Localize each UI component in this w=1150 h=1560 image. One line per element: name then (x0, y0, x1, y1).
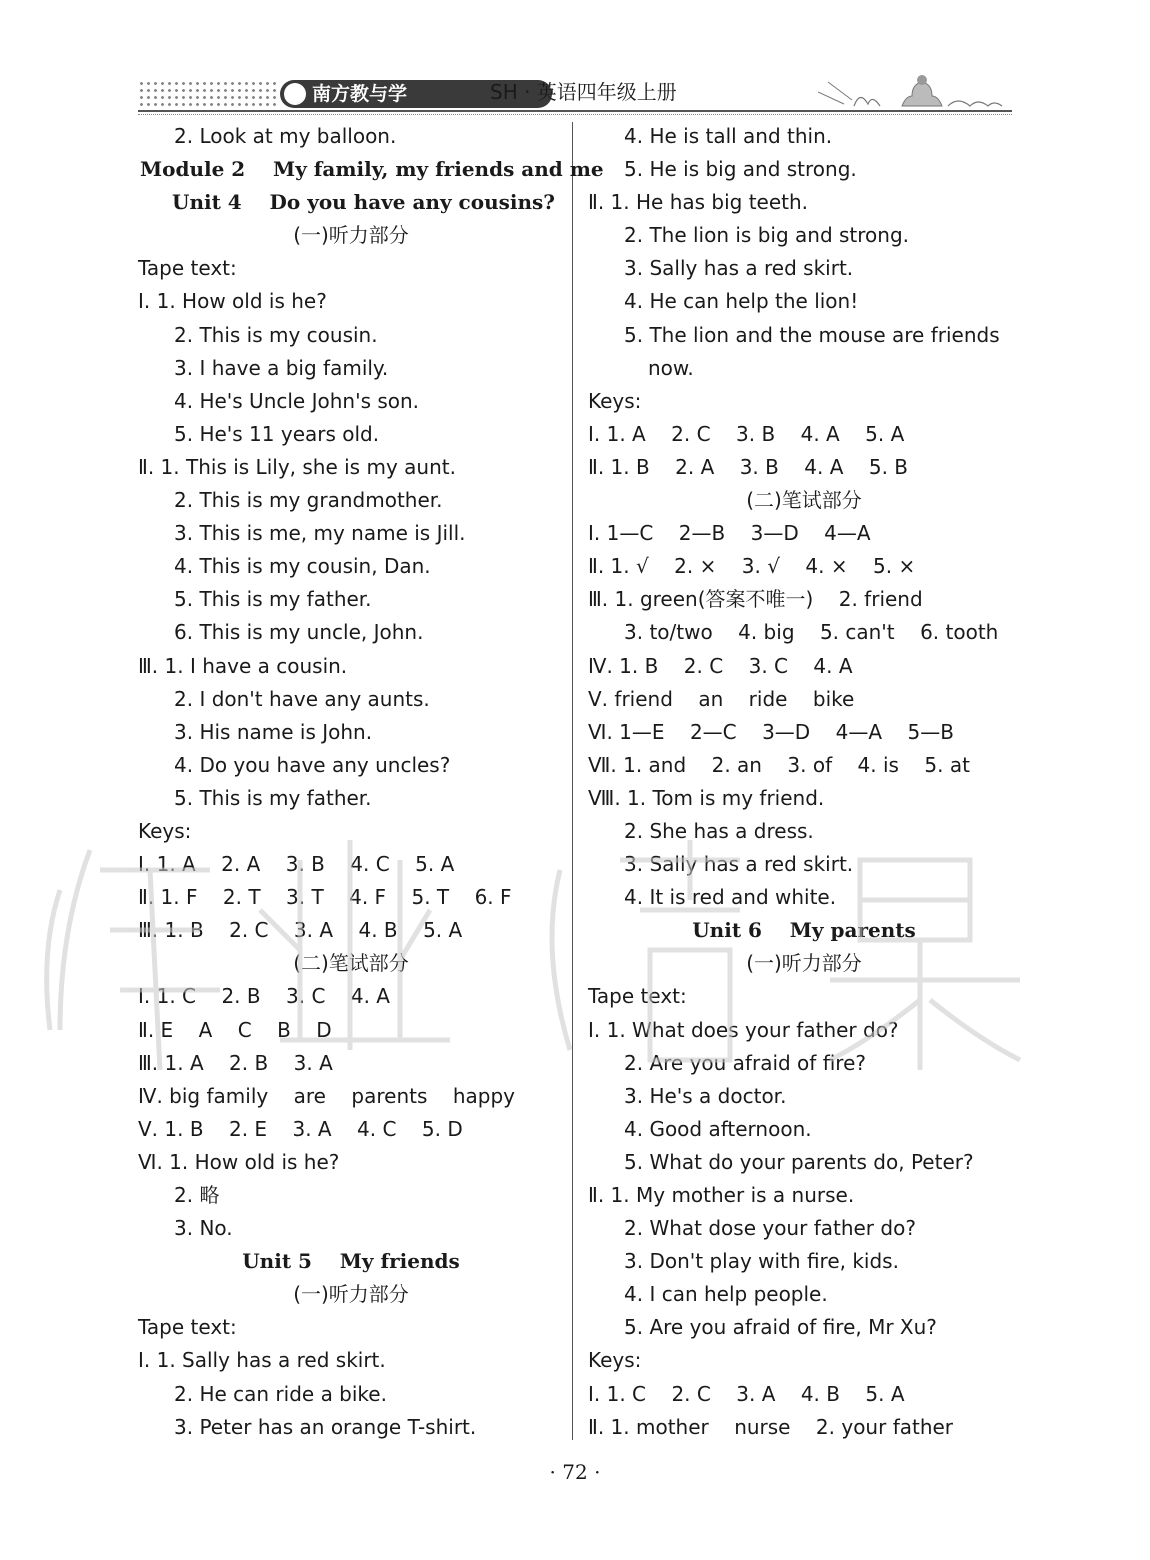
right-column-line (588, 749, 1020, 782)
line-text: Ⅱ. E A C B D (138, 1017, 332, 1042)
line-text: 3. Don't play with fire, kids. (624, 1249, 899, 1274)
right-column-line (588, 120, 1020, 153)
line-text: Ⅰ. 1—C 2—B 3—D 4—A (588, 521, 871, 546)
header-rule (138, 110, 1012, 112)
left-column-line (138, 1179, 564, 1212)
line-text: 3. Sally has a red skirt. (624, 852, 854, 877)
left-column-line (138, 616, 564, 649)
left-column-line (138, 451, 564, 484)
line-text: Ⅰ. 1. C 2. C 3. A 4. B 5. A (588, 1381, 905, 1406)
book-title: SH · 英语四年级上册 (490, 80, 677, 104)
line-text: Ⅰ. 1. A 2. C 3. B 4. A 5. A (588, 421, 905, 446)
right-column-line (588, 550, 1020, 583)
line-text: Ⅱ. 1. B 2. A 3. B 4. A 5. B (588, 454, 908, 479)
line-text: Ⅵ. 1—E 2—C 3—D 4—A 5—B (588, 719, 954, 744)
right-column-line (588, 153, 1020, 186)
line-text: 4. Good afternoon. (624, 1116, 812, 1141)
left-column-line (138, 980, 564, 1013)
line-text: Ⅱ. 1. He has big teeth. (588, 190, 809, 215)
line-text: Ⅲ. 1. I have a cousin. (138, 653, 348, 678)
line-text: 4. He can help the lion! (624, 289, 859, 314)
line-text: 2. She has a dress. (624, 818, 814, 843)
line-text: 4. Do you have any uncles? (174, 752, 451, 777)
left-column-line (138, 484, 564, 517)
line-text: Keys: (588, 388, 642, 413)
line-text: 4. He's Uncle John's son. (174, 388, 420, 413)
right-column-line (588, 1014, 1020, 1047)
line-text: Ⅰ. 1. A 2. A 3. B 4. C 5. A (138, 852, 455, 877)
line-text: 5. He's 11 years old. (174, 421, 380, 446)
line-text: 4. I can help people. (624, 1282, 828, 1307)
right-column-line (588, 1278, 1020, 1311)
line-text: 2. 略 (174, 1183, 220, 1207)
line-text: 3. He's a doctor. (624, 1083, 787, 1108)
left-column-line (138, 1411, 564, 1444)
left-column-line (138, 683, 564, 716)
line-text: Ⅲ. 1. B 2. C 3. A 4. B 5. A (138, 918, 463, 943)
left-column-line (138, 914, 564, 947)
line-text: (一)听力部分 (746, 951, 862, 976)
line-text: 3. Sally has a red skirt. (624, 256, 854, 281)
line-text: 2. What dose your father do? (624, 1216, 916, 1241)
left-column-line (138, 153, 604, 186)
page-header (138, 70, 1012, 116)
right-column-line (588, 1047, 1020, 1080)
right-column-line (588, 1245, 1020, 1278)
right-column-line (588, 1113, 1020, 1146)
left-column-line (138, 749, 564, 782)
right-column-line (588, 683, 1020, 716)
line-text: Ⅱ. 1. F 2. T 3. T 4. F 5. T 6. F (138, 885, 512, 910)
line-text: 3. I have a big family. (174, 355, 389, 380)
right-column (588, 120, 1020, 1444)
line-text: 5. This is my father. (174, 587, 372, 612)
left-column-line (138, 418, 564, 451)
right-column-line (588, 980, 1020, 1013)
right-column-line (588, 1179, 1020, 1212)
line-text: Tape text: (138, 256, 237, 281)
right-column-line (588, 1411, 1020, 1444)
right-column-line (588, 1311, 1020, 1344)
left-column-line (138, 1014, 564, 1047)
right-column-line (588, 947, 1020, 980)
header-dotted-rule (138, 114, 1012, 115)
right-column-line (588, 782, 1020, 815)
left-column-line (138, 815, 564, 848)
left-column-line (138, 252, 564, 285)
right-column-line (588, 451, 1020, 484)
right-column-line (588, 219, 1020, 252)
right-column-line (588, 1344, 1020, 1377)
line-text: 5. This is my father. (174, 785, 372, 810)
line-text: Ⅳ. 1. B 2. C 3. C 4. A (588, 653, 853, 678)
left-column-line (138, 120, 564, 153)
line-text: Unit 5 My friends (242, 1249, 460, 1274)
line-text: Ⅳ. big family are parents happy (138, 1083, 515, 1108)
left-column-line (138, 285, 564, 318)
line-text: 2. He can ride a bike. (174, 1381, 387, 1406)
left-column-line (138, 1212, 564, 1245)
line-text: Ⅷ. 1. Tom is my friend. (588, 785, 825, 810)
line-text: 4. He is tall and thin. (624, 124, 833, 148)
left-column-line (138, 186, 564, 219)
line-text: 2. I don't have any aunts. (174, 686, 430, 711)
line-text: (一)听力部分 (293, 223, 409, 248)
line-text: now. (648, 355, 694, 380)
line-text: 3. No. (174, 1216, 233, 1241)
header-dot-pattern (138, 80, 278, 108)
left-column-line (138, 947, 564, 980)
line-text: Unit 6 My parents (692, 918, 916, 943)
left-column-line (138, 1047, 564, 1080)
brand-ball-icon (284, 83, 306, 105)
line-text: Ⅴ. 1. B 2. E 3. A 4. C 5. D (138, 1116, 463, 1141)
left-column-line (138, 550, 564, 583)
line-text: Ⅲ. 1. green(答案不唯一) 2. friend (588, 587, 923, 612)
right-column-line (588, 418, 1020, 451)
line-text: 2. Look at my balloon. (174, 124, 397, 148)
left-column-line (138, 1146, 564, 1179)
right-column-line (588, 650, 1020, 683)
line-text: Ⅲ. 1. A 2. B 3. A (138, 1050, 333, 1075)
line-text: 2. The lion is big and strong. (624, 223, 910, 248)
line-text: Tape text: (138, 1315, 237, 1340)
left-column-line (138, 1080, 564, 1113)
line-text: 4. It is red and white. (624, 885, 837, 910)
line-text: 5. Are you afraid of fire, Mr Xu? (624, 1315, 937, 1340)
right-column-line (588, 285, 1020, 318)
line-text: Unit 4 Do you have any cousins? (172, 190, 555, 215)
right-column-line (588, 352, 1020, 385)
line-text: (一)听力部分 (293, 1282, 409, 1307)
left-column-line (138, 385, 564, 418)
left-column-line (138, 517, 564, 550)
line-text: 3. This is me, my name is Jill. (174, 521, 466, 546)
left-column-line (138, 1113, 564, 1146)
left-column-line (138, 782, 564, 815)
right-column-line (588, 186, 1020, 219)
line-text: 3. His name is John. (174, 719, 373, 744)
left-column-line (138, 881, 564, 914)
line-text: 4. This is my cousin, Dan. (174, 554, 431, 579)
right-column-line (588, 319, 1020, 352)
line-text: Tape text: (588, 984, 687, 1009)
line-text: (二)笔试部分 (293, 951, 409, 976)
line-text: (二)笔试部分 (746, 488, 862, 513)
left-column (138, 120, 604, 1444)
left-column-line (138, 1378, 564, 1411)
left-column-line (138, 1245, 564, 1278)
line-text: 2. This is my grandmother. (174, 488, 443, 513)
right-column-line (588, 1080, 1020, 1113)
line-text: Ⅱ. 1. mother nurse 2. your father (588, 1414, 954, 1439)
line-text: 5. He is big and strong. (624, 157, 857, 182)
left-column-line (138, 219, 564, 252)
left-column-line (138, 1344, 564, 1377)
line-text: Ⅱ. 1. My mother is a nurse. (588, 1183, 855, 1207)
left-column-line (138, 319, 564, 352)
right-column-line (588, 616, 1020, 649)
left-column-line (138, 716, 564, 749)
line-text: 2. Are you afraid of fire? (624, 1050, 866, 1075)
line-text: Keys: (588, 1348, 642, 1373)
line-text: Ⅰ. 1. Sally has a red skirt. (138, 1348, 386, 1373)
left-column-line (138, 650, 564, 683)
right-column-line (588, 252, 1020, 285)
right-column-line (588, 881, 1020, 914)
line-text: 5. What do your parents do, Peter? (624, 1149, 974, 1174)
line-text: Ⅶ. 1. and 2. an 3. of 4. is 5. at (588, 752, 970, 777)
right-column-line (588, 1146, 1020, 1179)
header-decoration-icon (818, 70, 1012, 110)
right-column-line (588, 848, 1020, 881)
right-column-line (588, 1378, 1020, 1411)
right-column-line (588, 385, 1020, 418)
left-column-line (138, 1311, 564, 1344)
right-column-line (588, 484, 1020, 517)
line-text: Ⅵ. 1. How old is he? (138, 1149, 340, 1174)
right-column-line (588, 1212, 1020, 1245)
line-text: 6. This is my uncle, John. (174, 620, 424, 645)
right-column-line (588, 716, 1020, 749)
line-text: Ⅴ. friend an ride bike (588, 686, 855, 711)
left-column-line (138, 352, 564, 385)
page-number: · 72 · (549, 1460, 601, 1484)
line-text: Keys: (138, 818, 192, 843)
left-column-line (138, 583, 564, 616)
line-text: 3. to/two 4. big 5. can't 6. tooth (624, 620, 999, 645)
right-column-line (588, 914, 1020, 947)
line-text: Module 2 My family, my friends and me (140, 157, 604, 182)
line-text: Ⅰ. 1. C 2. B 3. C 4. A (138, 984, 390, 1009)
right-column-line (588, 517, 1020, 550)
right-column-line (588, 583, 1020, 616)
line-text: 3. Peter has an orange T-shirt. (174, 1414, 477, 1439)
left-column-line (138, 1278, 564, 1311)
line-text: Ⅰ. 1. How old is he? (138, 289, 327, 314)
line-text: 2. This is my cousin. (174, 322, 378, 347)
brand-name: 南方教与学 (312, 83, 408, 105)
line-text: Ⅱ. 1. This is Lily, she is my aunt. (138, 454, 456, 479)
right-column-line (588, 815, 1020, 848)
left-column-line (138, 848, 564, 881)
line-text: 5. The lion and the mouse are friends (624, 322, 1000, 347)
column-divider (572, 122, 573, 1440)
line-text: Ⅱ. 1. √ 2. × 3. √ 4. × 5. × (588, 554, 916, 579)
line-text: Ⅰ. 1. What does your father do? (588, 1017, 899, 1042)
